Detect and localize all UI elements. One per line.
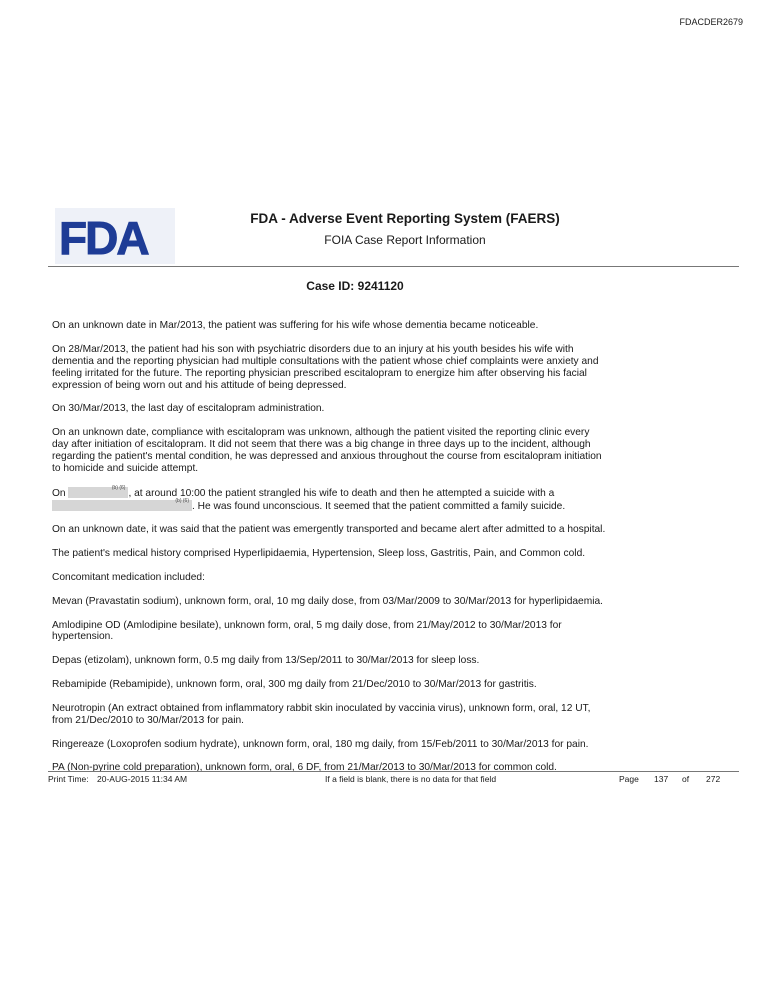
of-label: of: [682, 774, 690, 784]
concomitant-medications: [52, 572, 608, 774]
conmed-item: PA (Non-pyrine cold preparation), unknown form, oral, 6 DF, from 21/Mar/2013 to 30/Mar/2013 for common cold.: [52, 762, 557, 774]
conmed-item: Neurotropin (An extract obtained from inflammatory rabbit skin inoculated by vaccinia virus), unknown form, oral, 12 UT, from 21/Dec/2010 to 30/Mar/2013 for pain.: [52, 702, 591, 726]
page-label: Page: [619, 774, 639, 784]
redaction-box: (b) (6): [52, 500, 192, 511]
narrative-paragraph: On an unknown date in Mar/2013, the patient was suffering for his wife whose dementia became noticeable.: [52, 320, 539, 331]
fda-logo: [55, 208, 175, 264]
conmed-intro: Concomitant medication included:: [52, 571, 205, 583]
blank-field-note: If a field is blank, there is no data for that field: [325, 774, 497, 784]
narrative-paragraph: On an unknown date, compliance with escitalopram was unknown, although the patient visited the reporting clinic every day after initiation of escitalopram. It did not seem that there was a big change in three days up to the incident, although regarding the patient's mental condition, he was depressed and anxious throughout the course from escitalopram initiation to homicide and suicide attempt.: [52, 427, 602, 474]
print-time: 20-AUG-2015 11:34 AM: [97, 774, 188, 784]
narrative-paragraph-redacted: On (b) (6) , at around 10:00 the patient strangled his wife to death and then he attempted a suicide with a (b) (6) . He was found unconscious. It seemed that the patient committed a family suicide.: [52, 484, 566, 512]
conmed-item: Mevan (Pravastatin sodium), unknown form, oral, 10 mg daily dose, from 03/Mar/2009 to 30/Mar/2013 for hyperlipidaemia.: [52, 595, 603, 607]
svg-text:FDA: FDA: [59, 212, 148, 264]
fda-logo-graphic: [55, 208, 175, 264]
case-id-value: 9241120: [357, 279, 404, 293]
page-number: 137: [654, 774, 669, 784]
conmed-item: Depas (etizolam), unknown form, 0.5 mg daily from 13/Sep/2011 to 30/Mar/2013 for sleep loss.: [52, 655, 480, 667]
case-id-line: [160, 279, 550, 293]
report-subtitle: FOIA Case Report Information: [324, 233, 486, 247]
redaction-box: (b) (6): [68, 487, 128, 498]
page-total: 272: [706, 774, 721, 784]
footer-divider: [48, 771, 739, 772]
print-time-label: Print Time:: [48, 774, 89, 784]
narrative-paragraph: On 30/Mar/2013, the last day of escitalopram administration.: [52, 403, 325, 415]
conmed-item: Amlodipine OD (Amlodipine besilate), unknown form, oral, 5 mg daily dose, from 21/May/2012 to 30/Mar/2013 for hypertension.: [52, 619, 562, 643]
report-title: FDA - Adverse Event Reporting System (FAERS): [250, 211, 560, 226]
case-narrative: [52, 320, 608, 786]
narrative-paragraph: The patient's medical history comprised Hyperlipidaemia, Hypertension, Sleep loss, Gastritis, Pain, and Common cold.: [52, 548, 586, 560]
narrative-paragraph: On 28/Mar/2013, the patient had his son with psychiatric disorders due to an injury at his youth besides his wife with dementia and the reporting physician had multiple consultations with the patient whose chief complaints were anxiety and feeling irritated for the future. The reporting physician prescribed escitalopram to energize him after observing his facial expression of being worn out and his attitude of being depressed.: [52, 343, 599, 391]
conmed-item: Ringereaze (Loxoprofen sodium hydrate), unknown form, oral, 180 mg daily, from 15/Feb/2011 to 30/Mar/2013 for pain.: [52, 738, 589, 750]
header-divider: [48, 266, 739, 267]
case-id-label: Case ID:: [306, 279, 355, 293]
narrative-paragraph: On an unknown date, it was said that the patient was emergently transported and became alert after admitted to a hospital.: [52, 524, 606, 536]
document-id: FDACDER2679: [679, 17, 743, 27]
conmed-item: Rebamipide (Rebamipide), unknown form, oral, 300 mg daily from 21/Dec/2010 to 30/Mar/2013 for gastritis.: [52, 679, 537, 691]
